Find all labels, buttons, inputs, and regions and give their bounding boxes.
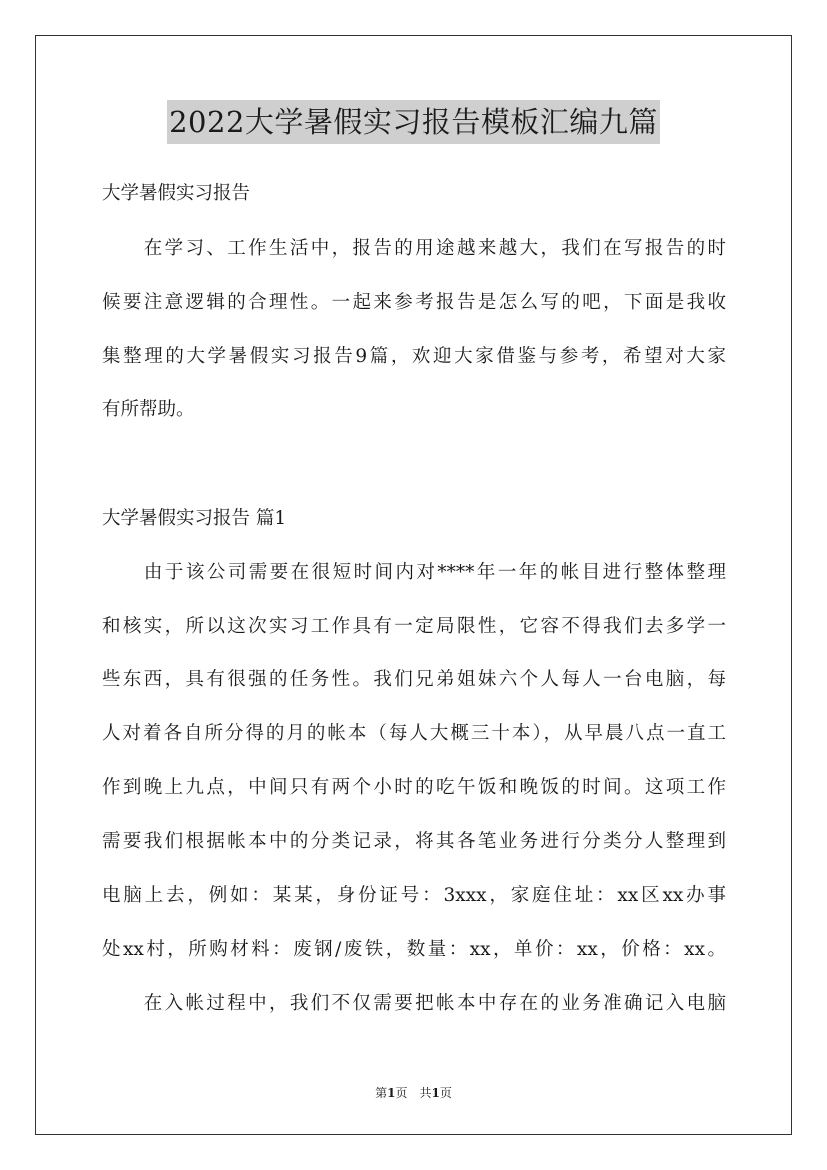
body-line: 作到晚上九点，中间只有两个小时的吃午饭和晚饭的时间。这项工作 <box>102 777 726 798</box>
intro-line: 在学习、工作生活中，报告的用途越来越大，我们在写报告的时 <box>102 238 726 259</box>
intro-line: 有所帮助。 <box>102 399 195 420</box>
document-title: 2022大学暑假实习报告模板汇编九篇 <box>167 100 660 144</box>
body-line: 由于该公司需要在很短时间内对****年一年的帐目进行整体整理 <box>102 562 726 583</box>
footer-total-suffix: 页 <box>439 1086 452 1100</box>
intro-line: 候要注意逻辑的合理性。一起来参考报告是怎么写的吧，下面是我收 <box>102 292 726 313</box>
footer-page-number: 1 <box>387 1086 396 1100</box>
body-line: 电脑上去，例如：某某，身份证号：3xxx，家庭住址：xx区xx办事 <box>102 885 726 906</box>
body-line: 在入帐过程中，我们不仅需要把帐本中存在的业务准确记入电脑 <box>102 993 726 1014</box>
body-line: 处xx村，所购材料：废钢/废铁，数量：xx，单价：xx，价格：xx。 <box>102 939 726 960</box>
intro-line: 集整理的大学暑假实习报告9篇，欢迎大家借鉴与参考，希望对大家 <box>102 346 726 367</box>
section-heading: 大学暑假实习报告 篇1 <box>102 508 287 529</box>
footer-page-suffix: 页 共 <box>395 1086 432 1100</box>
section-heading: 大学暑假实习报告 <box>102 183 251 204</box>
page-footer <box>0 1084 827 1101</box>
body-line: 人对着各自所分得的月的帐本（每人大概三十本），从早晨八点一直工 <box>102 723 726 744</box>
body-line: 些东西，具有很强的任务性。我们兄弟姐妹六个人每人一台电脑，每 <box>102 669 726 690</box>
footer-total-pages: 1 <box>431 1086 440 1100</box>
body-line: 和核实，所以这次实习工作具有一定局限性，它容不得我们去多学一 <box>102 616 726 637</box>
body-line: 需要我们根据帐本中的分类记录，将其各笔业务进行分类分人整理到 <box>102 831 726 852</box>
footer-page-prefix: 第 <box>375 1086 388 1100</box>
